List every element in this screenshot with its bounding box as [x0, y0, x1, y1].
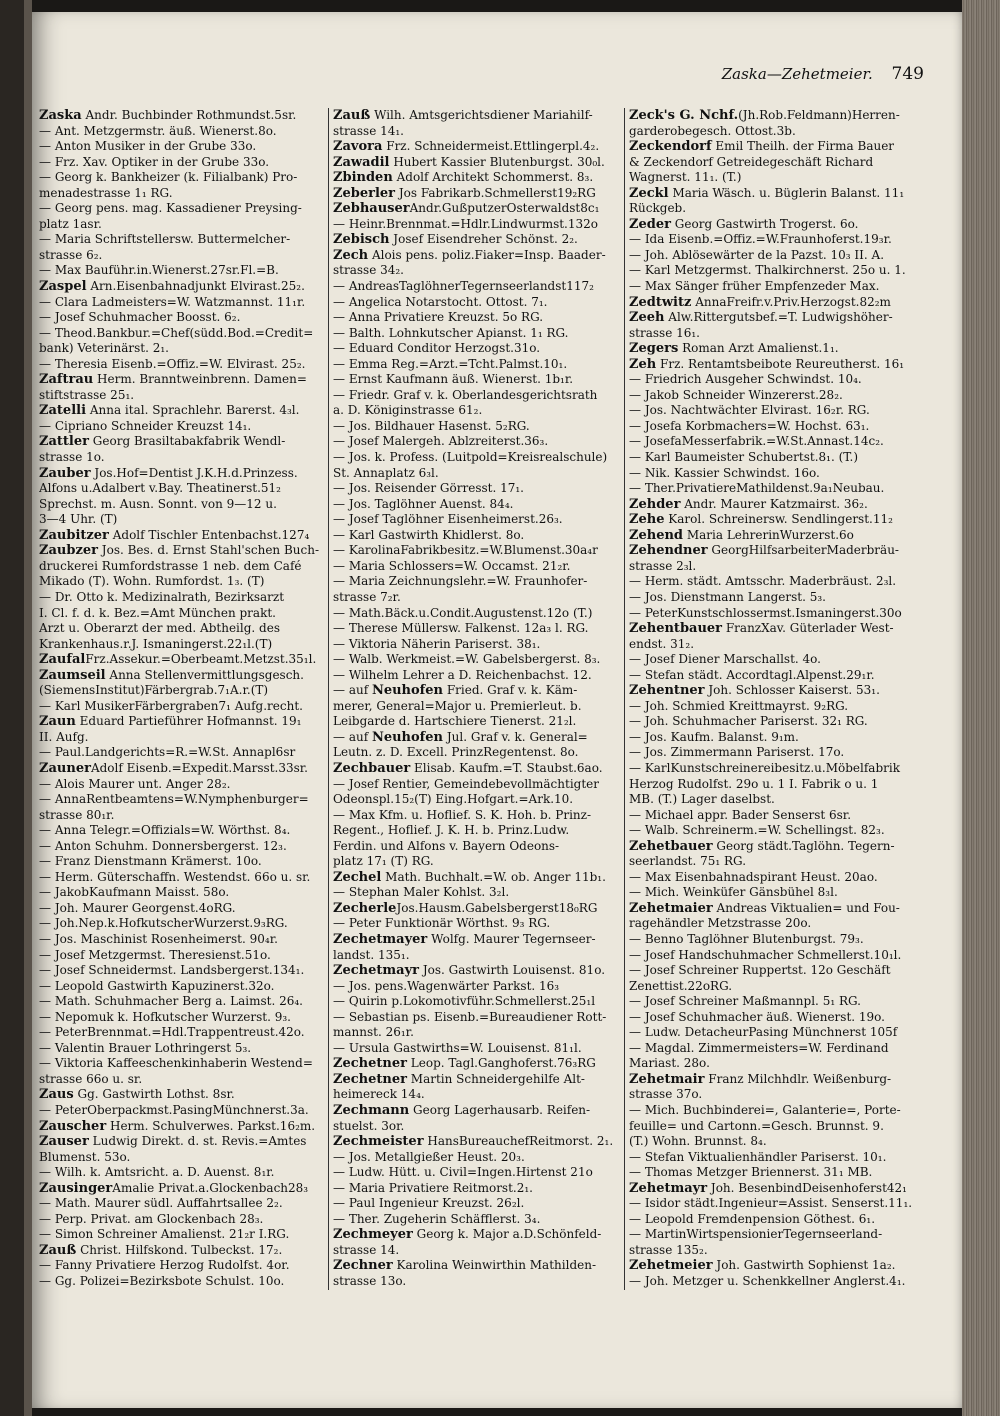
directory-entry: — Frz. Xav. Optiker in der Grube 33o.: [39, 154, 270, 169]
directory-entry: — Math. Maurer südl. Auffahrtsallee 2₂.: [39, 1196, 283, 1211]
directory-entry: — Josef Metzgermst. Theresienst.51o.: [39, 947, 271, 962]
directory-entry: — Joh. Schmied Kreittmayrst. 9₂RG.: [629, 698, 849, 713]
directory-entry: strasse 135₂.: [629, 1242, 708, 1257]
directory-entry: — Joh. Schuhmacher Pariserst. 32₁ RG.: [629, 714, 868, 729]
directory-entry: — Ther.PrivatiereMathildenst.9a₁Neubau.: [629, 481, 885, 496]
directory-entry: Zenettist.22oRG.: [629, 978, 733, 993]
directory-entry: ragehändler Metzstrasse 20o.: [629, 916, 812, 931]
directory-entry: — Joh. Ablösewärter de la Pazst. 10₃ II. A.: [629, 247, 885, 262]
directory-entry: mannst. 26₁r.: [333, 1025, 414, 1040]
directory-entry: stuelst. 3or.: [333, 1118, 405, 1133]
directory-entry: — Valentin Brauer Lothringerst 5₃.: [39, 1040, 252, 1055]
directory-entry: strasse 37o.: [629, 1087, 703, 1102]
directory-entry: — Michael appr. Bader Senserst 6sr.: [629, 807, 852, 822]
directory-entry: — Joh. Maurer Georgenst.4oRG.: [39, 900, 236, 915]
directory-entry: Krankenhaus.r.J. Ismaningerst.22₁l.(T): [39, 636, 273, 651]
directory-entry: — Stefan städt. Accordtagl.Alpenst.29₁r.: [629, 667, 875, 682]
page-header: [32, 64, 924, 84]
directory-entry: Mikado (T). Wohn. Rumfordst. 1₃. (T): [39, 574, 265, 589]
directory-entry: — Franz Dienstmann Krämerst. 10o.: [39, 854, 262, 869]
directory-entry: menadestrasse 1₁ RG.: [39, 185, 173, 200]
directory-entry: Herzog Rudolfst. 29o u. 1 I. Fabrik o u. 1: [629, 776, 879, 791]
directory-entry: — Maria Zeichnungslehr.=W. Fraunhofer-: [333, 574, 588, 589]
directory-entry: — Nik. Kassier Schwindst. 16o.: [629, 465, 820, 480]
directory-entry: strasse 14₁.: [333, 123, 404, 138]
directory-entry: ZebhauserAndr.GußputzerOsterwaldst8c₁: [333, 201, 600, 217]
directory-entry: Zechmeister HansBureauchefReitmorst. 2₁.: [333, 1134, 614, 1150]
directory-entry: seerlandst. 75₁ RG.: [629, 854, 747, 869]
directory-entry: strasse 66o u. sr.: [39, 1071, 143, 1086]
directory-entry: — Georg k. Bankheizer (k. Filialbank) Pro-: [39, 170, 298, 185]
directory-entry: Zehetmayr Joh. BesenbindDeisenhoferst42₁: [629, 1180, 907, 1196]
directory-entry: — Therese Müllersw. Falkenst. 12a₃ l. RG.: [333, 621, 589, 636]
directory-entry: Zaska Andr. Buchbinder Rothmundst.5sr.: [39, 108, 297, 123]
directory-entry: — Paul.Landgerichts=R.=W.St. Annapl6sr: [39, 745, 296, 760]
directory-entry: — Karl MusikerFärbergraben7₁ Aufg.recht.: [39, 698, 303, 713]
directory-entry: ZaunerAdolf Eisenb.=Expedit.Marsst.33sr.: [39, 760, 308, 776]
directory-entry: — KarolinaFabrikbesitz.=W.Blumenst.30a₄r: [333, 543, 598, 558]
directory-entry: St. Annaplatz 6₃l.: [333, 465, 439, 480]
directory-entry: — PeterOberpackmst.PasingMünchnerst.3a.: [39, 1103, 309, 1117]
directory-entry: — Balth. Lohnkutscher Apianst. 1₁ RG.: [333, 325, 569, 340]
directory-entry: Blumenst. 53o.: [39, 1149, 131, 1164]
directory-entry: strasse 34₂.: [333, 263, 404, 278]
directory-entry: — Friedr. Graf v. k. Oberlandesgerichtsrath: [333, 387, 598, 402]
directory-entry: — Mich. Buchbinderei=, Galanterie=, Porte-: [629, 1103, 901, 1117]
directory-entry: Zehetmeier Joh. Gastwirth Sophienst 1a₂.: [629, 1258, 896, 1274]
directory-entry: druckerei Rumfordstrasse 1 neb. dem Café: [39, 558, 302, 573]
directory-entry: Zedtwitz AnnaFreifr.v.Priv.Herzogst.82₂m: [629, 294, 891, 310]
directory-entry: — Ludw. DetacheurPasing Münchnerst 105f: [629, 1025, 898, 1040]
directory-entry: Ferdin. und Alfons v. Bayern Odeons-: [333, 838, 560, 853]
directory-entry: — Wilh. k. Amtsricht. a. D. Auenst. 8₁r.: [39, 1165, 275, 1180]
directory-entry: Zechmann Georg Lagerhausarb. Reifen-: [333, 1103, 591, 1118]
directory-entry: — Jos. k. Profess. (Luitpold=Kreisrealschule): [333, 450, 608, 465]
directory-entry: Zehentner Joh. Schlosser Kaiserst. 53₁.: [629, 683, 880, 699]
directory-entry: II. Aufg.: [39, 729, 89, 744]
directory-entry: Zehend Maria LehrerinWurzerst.6o: [629, 527, 854, 543]
directory-entry: — Jos. Reisender Görresst. 17₁.: [333, 481, 524, 496]
directory-entry: Zaspel Arn.Eisenbahnadjunkt Elvirast.25₂.: [39, 279, 305, 295]
directory-entry: — Eduard Conditor Herzogst.31o.: [333, 341, 541, 356]
directory-entry: Zechel Math. Buchhalt.=W. ob. Anger 11b₁.: [333, 869, 606, 885]
directory-entry: — Josef Handschuhmacher Schmellerst.10₁l.: [629, 947, 902, 962]
directory-entry: — Theresia Eisenb.=Offiz.=W. Elvirast. 25₂.: [39, 356, 306, 371]
directory-entry: Zehetmair Franz Milchhdlr. Weißenburg-: [629, 1071, 892, 1087]
directory-entry: Arzt u. Oberarzt der med. Abtheilg. des: [39, 621, 280, 636]
directory-entry: Zechetmayr Jos. Gastwirth Louisenst. 81o.: [333, 963, 606, 979]
directory-entry: Regent., Hoflief. J. K. H. b. Prinz.Ludw.: [333, 823, 570, 838]
directory-entry: — Jos. Zimmermann Pariserst. 17o.: [629, 745, 845, 760]
directory-page: [32, 12, 962, 1408]
directory-entry: — JakobKaufmann Maisst. 58o.: [39, 885, 230, 900]
directory-entry: Zauß Christ. Hilfskond. Tulbeckst. 17₂.: [39, 1242, 283, 1258]
directory-column-1: [39, 108, 327, 1290]
directory-entry: MB. (T.) Lager daselbst.: [629, 792, 775, 807]
directory-entry: (SiemensInstitut)Färbergrab.7₁A.r.(T): [39, 683, 269, 698]
directory-entry: — Karl Gastwirth Khidlerst. 8o.: [333, 527, 525, 542]
directory-entry: Zaubitzer Adolf Tischler Entenbachst.127₄: [39, 527, 310, 543]
directory-entry: Zauß Wilh. Amtsgerichtsdiener Mariahilf-: [333, 108, 593, 123]
directory-entry: — PeterKunstschlossermst.Ismaningerst.30o: [629, 605, 902, 620]
book-gutter: [24, 0, 32, 1416]
directory-entry: — Sebastian ps. Eisenb.=Bureaudiener Rott-: [333, 1009, 607, 1024]
directory-entry: — Jos. Maschinist Rosenheimerst. 90₄r.: [39, 931, 278, 946]
directory-entry: Zebisch Josef Eisendreher Schönst. 2₂.: [333, 232, 578, 248]
directory-entry: heimereck 14₄.: [333, 1087, 425, 1102]
directory-entry: — Friedrich Ausgeher Schwindst. 10₄.: [629, 372, 862, 387]
directory-entry: — Karl Baumeister Schubertst.8₁. (T.): [629, 450, 859, 465]
directory-entry: Zaus Gg. Gastwirth Lothst. 8sr.: [39, 1087, 235, 1103]
directory-entry: Zehendner GeorgHilfsarbeiterMaderbräu-: [629, 543, 899, 559]
directory-entry: — Josef Malergeh. Ablzreiterst.36₃.: [333, 434, 549, 449]
directory-entry: — Joh.Nep.k.HofkutscherWurzerst.9₃RG.: [39, 916, 288, 931]
directory-entry: ZaufalFrz.Assekur.=Oberbeamt.Metzst.35₁l.: [39, 652, 317, 668]
directory-entry: Rückgeb.: [629, 201, 687, 216]
directory-entry: strasse 1o.: [39, 450, 105, 465]
directory-entry: — auf Neuhofen Jul. Graf v. k. General=: [333, 729, 588, 745]
directory-entry: strasse 80₁r.: [39, 807, 115, 822]
directory-entry: — Cipriano Schneider Kreuzst 14₁.: [39, 418, 252, 433]
directory-entry: Zatelli Anna ital. Sprachlehr. Barerst. 4₃l.: [39, 403, 300, 419]
book-spine-edge: [0, 0, 24, 1416]
directory-entry: — Ernst Kaufmann äuß. Wienerst. 1b₁r.: [333, 372, 574, 387]
directory-entry: — Magdal. Zimmermeisters=W. Ferdinand: [629, 1040, 889, 1055]
directory-entry: Alfons u.Adalbert v.Bay. Theatinerst.51₂: [39, 481, 281, 496]
directory-entry: Zehe Karol. Schreinersw. Sendlingerst.11₂: [629, 512, 893, 528]
directory-entry: Zauber Jos.Hof=Dentist J.K.H.d.Prinzess.: [39, 465, 298, 481]
directory-entry: Leutn. z. D. Excell. PrinzRegentenst. 8o.: [333, 745, 579, 760]
directory-entry: — MartinWirtspensionierTegernseerland-: [629, 1227, 883, 1242]
directory-entry: — Ursula Gastwirths=W. Louisenst. 81₁l.: [333, 1040, 582, 1055]
directory-entry: (T.) Wohn. Brunnst. 8₄.: [629, 1134, 767, 1149]
directory-entry: — Anna Privatiere Kreuzst. 5o RG.: [333, 310, 544, 325]
directory-entry: — Max Bauführ.in.Wienerst.27sr.Fl.=B.: [39, 263, 279, 278]
directory-entry: — JosefaMesserfabrik.=W.St.Annast.14c₂.: [629, 434, 884, 449]
directory-entry: — Walb. Schreinerm.=W. Schellingst. 82₃.: [629, 823, 885, 838]
directory-entry: strasse 13o.: [333, 1274, 407, 1289]
directory-entry: Zehetmaier Andreas Viktualien= und Fou-: [629, 900, 900, 916]
directory-entry: strasse 7₂r.: [333, 589, 401, 604]
directory-entry: Zechetner Leop. Tagl.Ganghoferst.76₃RG: [333, 1056, 596, 1072]
directory-entry: ZausingerAmalie Privat.a.Glockenbach28₃: [39, 1180, 309, 1196]
directory-entry: Zechetner Martin Schneidergehilfe Alt-: [333, 1071, 585, 1087]
directory-entry: — Ant. Metzgermstr. äuß. Wienerst.8o.: [39, 123, 277, 138]
directory-entry: Zeckendorf Emil Theilh. der Firma Bauer: [629, 139, 895, 155]
directory-entry: — Dr. Otto k. Medizinalrath, Bezirksarzt: [39, 589, 285, 604]
directory-entry: — Viktoria Kaffeeschenkinhaberin Westend=: [39, 1056, 313, 1071]
directory-entry: Zechetmayer Wolfg. Maurer Tegernseer-: [333, 931, 596, 947]
directory-entry: — Fanny Privatiere Herzog Rudolfst. 4or.: [39, 1258, 290, 1273]
directory-entry: — Perp. Privat. am Glockenbach 28₃.: [39, 1211, 264, 1226]
directory-entry: strasse 14.: [333, 1242, 400, 1257]
directory-entry: — Clara Ladmeisters=W. Watzmannst. 11₁r.: [39, 294, 306, 309]
directory-entry: — Peter Funktionär Wörthst. 9₃ RG.: [333, 916, 551, 931]
directory-entry: — Max Eisenbahnadspirant Heust. 20ao.: [629, 869, 878, 884]
directory-entry: stiftstrasse 25₁.: [39, 387, 135, 402]
directory-entry: garderobegesch. Ottost.3b.: [629, 123, 796, 138]
directory-entry: — Benno Taglöhner Blutenburgst. 79₃.: [629, 931, 864, 946]
directory-entry: — Simon Schreiner Amalienst. 21₂r I.RG.: [39, 1227, 290, 1242]
directory-entry: — PeterBrennmat.=Hdl.Trappentreust.42o.: [39, 1025, 305, 1040]
directory-entry: — Maria Schriftstellersw. Buttermelcher-: [39, 232, 291, 247]
directory-entry: — Theod.Bankbur.=Chef(südd.Bod.=Credit=: [39, 325, 314, 340]
directory-entry: — Herm. städt. Amtsschr. Maderbräust. 2₃l.: [629, 574, 897, 589]
directory-entry: — Josef Schuhmacher äuß. Wienerst. 19o.: [629, 1009, 885, 1024]
directory-entry: — Jos. Kaufm. Balanst. 9₁m.: [629, 729, 799, 744]
directory-entry: — Nepomuk k. Hofkutscher Wurzerst. 9₃.: [39, 1009, 291, 1024]
running-title: Zaska—Zehetmeier.: [721, 65, 873, 83]
directory-entry: Zech Alois pens. poliz.Fiaker=Insp. Baader-: [333, 247, 606, 263]
directory-entry: Zechner Karolina Weinwirthin Mathilden-: [333, 1258, 597, 1274]
directory-entry: — Jos. Metallgießer Heust. 20₃.: [333, 1149, 525, 1164]
directory-entry: strasse 6₂.: [39, 247, 103, 262]
directory-entry: Zeck's G. Nchf.(Jh.Rob.Feldmann)Herren-: [629, 108, 900, 123]
directory-entry: — Isidor städt.Ingenieur=Assist. Senserst.11₁.: [629, 1196, 913, 1211]
directory-entry: — Georg pens. mag. Kassadiener Preysing-: [39, 201, 302, 216]
directory-entry: — Karl Metzgermst. Thalkirchnerst. 25o u. 1.: [629, 263, 906, 278]
directory-entry: platz 17₁ (T) RG.: [333, 854, 434, 869]
directory-entry: — Josefa Korbmachers=W. Hochst. 63₁.: [629, 418, 870, 433]
directory-entry: strasse 2₃l.: [629, 558, 697, 573]
directory-entry: — Alois Maurer unt. Anger 28₂.: [39, 776, 231, 791]
directory-entry: I. Cl. f. d. k. Bez.=Amt München prakt.: [39, 605, 276, 620]
directory-entry: platz 1asr.: [39, 216, 102, 231]
directory-entry: — Max Sänger früher Empfenzeder Max.: [629, 279, 880, 294]
directory-entry: Zbinden Adolf Architekt Schommerst. 8₃.: [333, 170, 594, 186]
directory-entry: — Heinr.Brennmat.=Hdlr.Lindwurmst.132o: [333, 216, 598, 231]
directory-entry: — auf Neuhofen Fried. Graf v. k. Käm-: [333, 683, 578, 699]
directory-entry: landst. 135₁.: [333, 947, 410, 962]
directory-entry: Zeckl Maria Wäsch. u. Büglerin Balanst. 11₁: [629, 185, 905, 201]
directory-entry: — Jos. Bildhauer Hasenst. 5₂RG.: [333, 418, 530, 433]
directory-entry: Zattler Georg Brasiltabakfabrik Wendl-: [39, 434, 286, 450]
directory-entry: — AndreasTaglöhnerTegernseerlandst117₂: [333, 279, 594, 294]
directory-entry: Zauser Ludwig Direkt. d. st. Revis.=Amtes: [39, 1134, 307, 1150]
directory-entry: — Jos. Taglöhner Auenst. 84₄.: [333, 496, 514, 511]
directory-entry: — Wilhelm Lehrer a D. Reichenbachst. 12.: [333, 667, 592, 682]
directory-entry: — Joh. Metzger u. Schenkkellner Anglerst.4₁.: [629, 1274, 906, 1289]
directory-entry: — KarlKunstschreinereibesitz.u.Möbelfabrik: [629, 760, 900, 775]
directory-entry: Zechmeyer Georg k. Major a.D.Schönfeld-: [333, 1227, 602, 1243]
directory-entry: — Math. Schuhmacher Berg a. Laimst. 26₄.: [39, 994, 303, 1009]
directory-entry: — Herm. Güterschaffn. Westendst. 66o u. sr.: [39, 869, 311, 884]
directory-entry: — Josef Schreiner Maßmannpl. 5₁ RG.: [629, 994, 861, 1009]
directory-entry: — Gg. Polizei=Bezirksbote Schulst. 10o.: [39, 1274, 285, 1289]
directory-entry: Zechbauer Elisab. Kaufm.=T. Staubst.6ao.: [333, 760, 603, 776]
directory-entry: Zeberler Jos Fabrikarb.Schmellerst19₂RG: [333, 185, 596, 201]
directory-entry: Zauscher Herm. Schulverwes. Parkst.16₂m.: [39, 1118, 316, 1134]
directory-entry: — Emma Reg.=Arzt.=Tcht.Palmst.10₁.: [333, 356, 568, 371]
directory-entry: Zehetbauer Georg städt.Taglöhn. Tegern-: [629, 838, 895, 854]
directory-entry: a. D. Königinstrasse 61₂.: [333, 403, 483, 418]
directory-entry: — Jos. Dienstmann Langerst. 5₃.: [629, 589, 826, 604]
directory-entry: — Mich. Weinküfer Gänsbühel 8₃l.: [629, 885, 838, 900]
directory-entry: — Paul Ingenieur Kreuzst. 26₂l.: [333, 1196, 525, 1211]
directory-entry: Zawadil Hubert Kassier Blutenburgst. 30₀l.: [333, 154, 605, 170]
directory-column-2: [328, 108, 619, 1290]
directory-entry: — Leopold Fremdenpension Göthest. 6₁.: [629, 1211, 876, 1226]
directory-entry: — Walb. Werkmeist.=W. Gabelsbergerst. 8₃.: [333, 652, 601, 667]
directory-entry: Wagnerst. 11₁. (T.): [629, 170, 742, 185]
directory-entry: — Josef Schreiner Ruppertst. 12o Geschäft: [629, 963, 891, 978]
directory-entry: Leibgarde d. Hartschiere Tienerst. 21₂l.: [333, 714, 577, 729]
directory-entry: Sprechst. m. Ausn. Sonnt. von 9—12 u.: [39, 496, 277, 511]
directory-entry: — Ludw. Hütt. u. Civil=Ingen.Hirtenst 21o: [333, 1165, 593, 1180]
directory-entry: merer, General=Major u. Premierleut. b.: [333, 698, 582, 713]
directory-entry: — Jakob Schneider Winzererst.28₂.: [629, 387, 843, 402]
directory-entry: feuille= und Cartonn.=Gesch. Brunnst. 9.: [629, 1118, 884, 1133]
directory-entry: Zaubzer Jos. Bes. d. Ernst Stahl'schen Buch-: [39, 543, 320, 559]
directory-entry: — Ida Eisenb.=Offiz.=W.Fraunhoferst.19₃r.: [629, 232, 892, 247]
directory-entry: Zeeh Alw.Rittergutsbef.=T. Ludwigshöher-: [629, 310, 893, 326]
directory-entry: 3—4 Uhr. (T): [39, 512, 118, 527]
page-stack-edge: [962, 0, 1000, 1416]
directory-entry: — Anton Schuhm. Donnersbergerst. 12₃.: [39, 838, 287, 853]
directory-entry: — Maria Privatiere Reitmorst.2₁.: [333, 1180, 533, 1195]
directory-entry: — Josef Schneidermst. Landsbergerst.134₁.: [39, 963, 305, 978]
directory-entry: — Josef Taglöhner Eisenheimerst.26₃.: [333, 512, 563, 527]
directory-entry: — Thomas Metzger Briennerst. 31₁ MB.: [629, 1165, 873, 1180]
directory-entry: — Angelica Notarstocht. Ottost. 7₁.: [333, 294, 548, 309]
directory-entry: ZecherleJos.Hausm.Gabelsbergerst18₀RG: [333, 900, 598, 916]
directory-entry: — Leopold Gastwirth Kapuzinerst.32o.: [39, 978, 275, 993]
directory-entry: — Josef Diener Marschallst. 4o.: [629, 652, 821, 667]
directory-entry: — Stefan Viktualienhändler Pariserst. 10₁.: [629, 1149, 887, 1164]
directory-entry: endst. 31₂.: [629, 636, 695, 651]
directory-entry: Zehentbauer FranzXav. Güterlader West-: [629, 621, 894, 637]
directory-entry: — AnnaRentbeamtens=W.Nymphenburger=: [39, 792, 309, 807]
directory-entry: bank) Veterinärst. 2₁.: [39, 341, 169, 356]
directory-entry: — Josef Rentier, Gemeindebevollmächtigter: [333, 776, 600, 791]
directory-entry: & Zeckendorf Getreidegeschäft Richard: [629, 154, 874, 169]
directory-entry: — Math.Bäck.u.Condit.Augustenst.12o (T.): [333, 605, 593, 620]
directory-entry: Zaftrau Herm. Branntweinbrenn. Damen=: [39, 372, 307, 388]
directory-entry: — Jos. Nachtwächter Elvirast. 16₂r. RG.: [629, 403, 870, 418]
directory-entry: — Max Kfm. u. Hoflief. S. K. Hoh. b. Prinz-: [333, 807, 592, 822]
directory-entry: — Viktoria Näherin Pariserst. 38₁.: [333, 636, 541, 651]
directory-entry: — Jos. pens.Wagenwärter Parkst. 16₃: [333, 978, 560, 993]
directory-entry: — Anton Musiker in der Grube 33o.: [39, 139, 257, 154]
directory-entry: Zeder Georg Gastwirth Trogerst. 6o.: [629, 216, 859, 232]
page-number: 749: [891, 64, 924, 84]
directory-entry: Zegers Roman Arzt Amalienst.1₁.: [629, 341, 839, 357]
directory-entry: Zaun Eduard Partieführer Hofmannst. 19₁: [39, 714, 302, 730]
directory-entry: Mariast. 28o.: [629, 1056, 710, 1071]
directory-entry: — Maria Schlossers=W. Occamst. 21₂r.: [333, 558, 571, 573]
directory-entry: — Josef Schuhmacher Boosst. 6₂.: [39, 310, 241, 325]
directory-entry: Zehder Andr. Maurer Katzmairst. 36₂.: [629, 496, 868, 512]
directory-entry: — Quirin p.Lokomotivführ.Schmellerst.25₁l: [333, 994, 596, 1009]
directory-entry: — Anna Telegr.=Offizials=W. Wörthst. 8₄.: [39, 823, 291, 838]
directory-entry: — Stephan Maler Kohlst. 3₂l.: [333, 885, 510, 900]
directory-entry: strasse 16₁.: [629, 325, 700, 340]
directory-entry: Zeh Frz. Rentamtsbeibote Reureutherst. 16₁: [629, 356, 905, 372]
directory-entry: Zaumseil Anna Stellenvermittlungsgesch.: [39, 667, 304, 683]
directory-entry: Zavora Frz. Schneidermeist.Ettlingerpl.4₂.: [333, 139, 600, 155]
directory-entry: — Ther. Zugeherin Schäfflerst. 3₄.: [333, 1211, 541, 1226]
directory-column-3: [624, 108, 917, 1290]
directory-entry: Odeonspl.15₂(T) Eing.Hofgart.=Ark.10.: [333, 792, 574, 807]
